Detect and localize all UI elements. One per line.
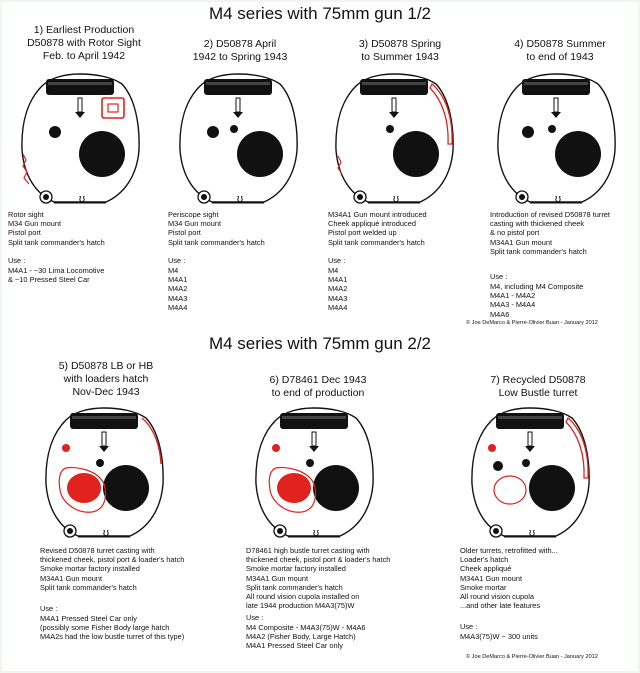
variant-4-notes: Introduction of revised D50878 turret casting with thickened cheek & no pistol port M34A1 Gun mount Split tank commander's hatch: [490, 210, 610, 256]
variant-4-use-label: Use :: [490, 272, 508, 281]
variant-6-notes: D78461 high bustle turret casting with thickened cheek, pistol port & loader's hatch Smoke mortar factory installed M34A1 Gun mount Split tank commander's hatch All round vision cupola installed on late 1944 production M4A3(75)W: [246, 546, 391, 611]
variant-1-use: M4A1 - ~30 Lima Locomotive & ~10 Pressed Steel Car: [8, 266, 105, 285]
variant-3-use-label: Use :: [328, 256, 346, 265]
variant-4-use: M4, including M4 Composite M4A1 - M4A2 M4A3 - M4A4 M4A6: [490, 282, 584, 319]
turret-diagram-7: [470, 406, 594, 542]
variant-3-use: M4 M4A1 M4A2 M4A3 M4A4: [328, 266, 348, 312]
variant-panel-7: [458, 374, 618, 400]
credit-2: © Joe DeMarco & Pierre-Olivier Buan - January 2012: [466, 654, 598, 660]
section-1-title: M4 series with 75mm gun 1/2: [208, 4, 432, 23]
variant-5-notes: Revised D50878 turret casting with thickened cheek, pistol port & loader's hatch Smoke mortar factory installed M34A1 Gun mount Split tank commander's hatch: [40, 546, 185, 592]
turret-diagram-1: [20, 72, 144, 208]
variant-panel-1: [4, 24, 164, 63]
variant-7-use-label: Use :: [460, 622, 478, 631]
turret-diagram-6: [254, 406, 378, 542]
variant-6-use-label: Use :: [246, 613, 264, 622]
variant-2-use-label: Use :: [168, 256, 186, 265]
section-2-title: M4 series with 75mm gun 2/2: [208, 334, 432, 353]
turret-diagram-2: [178, 72, 302, 208]
variant-panel-5: [26, 360, 186, 399]
turret-diagram-5: [44, 406, 168, 542]
variant-2-title: 2) D50878 April 1942 to Spring 1943: [192, 38, 288, 63]
variant-5-use-label: Use :: [40, 604, 58, 613]
variant-5-use: M4A1 Pressed Steel Car only (possibly some Fisher Body large hatch M4A2s had the low bustle turret of this type): [40, 614, 185, 642]
variant-3-notes: M34A1 Gun mount introduced Cheek appliqué introduced Pistol port welded up Split tank commander's hatch: [328, 210, 427, 247]
variant-2-use: M4 M4A1 M4A2 M4A3 M4A4: [168, 266, 188, 312]
variant-1-notes: Rotor sight M34 Gun mount Pistol port Split tank commander's hatch: [8, 210, 105, 247]
variant-panel-6: [238, 374, 398, 400]
variant-panel-2: [160, 38, 320, 64]
variant-2-notes: Periscope sight M34 Gun mount Pistol port Split tank commander's hatch: [168, 210, 265, 247]
variant-1-use-label: Use :: [8, 256, 26, 265]
variant-3-title: 3) D50878 Spring to Summer 1943: [358, 38, 442, 63]
variant-7-title: 7) Recycled D50878 Low Bustle turret: [490, 374, 586, 399]
variant-5-title: 5) D50878 LB or HB with loaders hatch Nov-Dec 1943: [58, 360, 154, 398]
page: [2, 2, 638, 671]
variant-6-use: M4 Composite - M4A3(75)W - M4A6 M4A2 (Fisher Body, Large Hatch) M4A1 Pressed Steel Car only: [246, 623, 366, 651]
turret-diagram-3: [334, 72, 458, 208]
variant-panel-3: [320, 38, 480, 64]
variant-7-notes: Older turrets, retrofitted with... Loader's hatch Cheek appliqué M34A1 Gun mount Smoke mortar All round vision cupola ...and other late features: [460, 546, 558, 611]
variant-panel-4: [480, 38, 640, 64]
turret-diagram-4: [496, 72, 620, 208]
variant-6-title: 6) D78461 Dec 1943 to end of production: [269, 374, 367, 399]
variant-1-title: 1) Earliest Production D50878 with Rotor Sight Feb. to April 1942: [27, 24, 141, 62]
credit-1: © Joe DeMarco & Pierre-Olivier Buan - January 2012: [466, 320, 598, 326]
variant-7-use: M4A3(75)W ~ 300 units: [460, 632, 538, 641]
variant-4-title: 4) D50878 Summer to end of 1943: [514, 38, 606, 63]
